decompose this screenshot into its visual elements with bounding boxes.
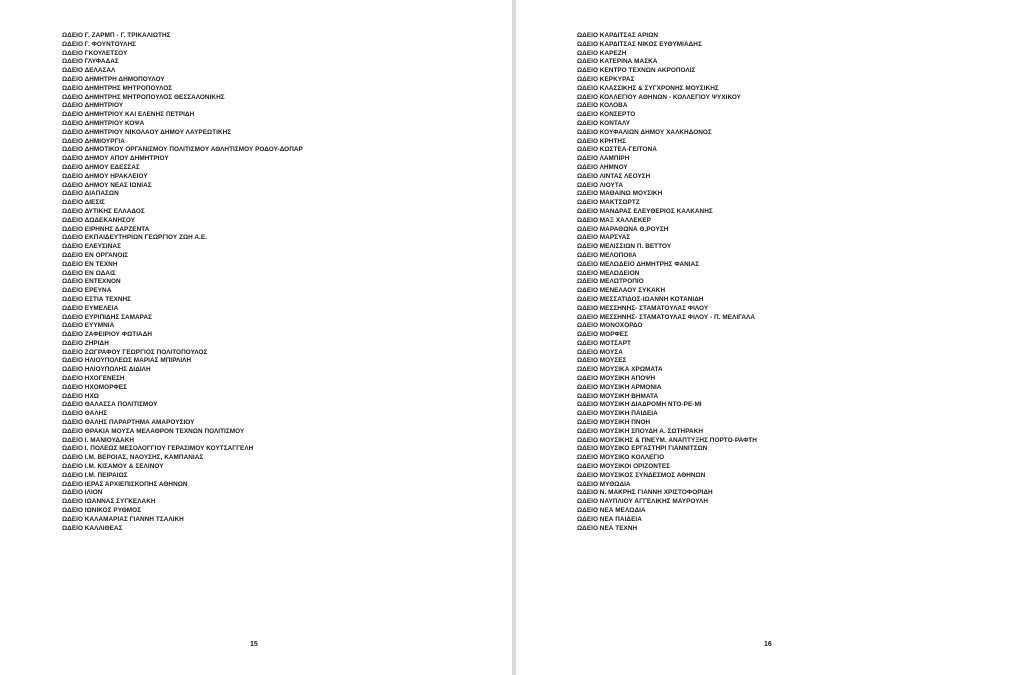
list-item: ΩΔΕΙΟ ΚΟΥΦΑΛΙΩΝ ΔΗΜΟΥ ΧΑΛΚΗΔΟΝΟΣ bbox=[577, 128, 712, 136]
list-item: ΩΔΕΙΟ ΚΑΛΛΙΘΕΑΣ bbox=[62, 524, 123, 532]
list-item: ΩΔΕΙΟ ΜΟΥΣΕΣ bbox=[577, 357, 627, 365]
list-item: ΩΔΕΙΟ ΗΛΙΟΥΠΟΛΕΩΣ ΜΑΡΙΑΣ ΜΠΙΡΛΙΛΗ bbox=[62, 357, 192, 365]
list-item: ΩΔΕΙΟ ΚΛΑΣΣΙΚΗΣ & ΣΥΓΧΡΟΝΗΣ ΜΟΥΣΙΚΗΣ bbox=[577, 84, 719, 92]
list-item: ΩΔΕΙΟ ΔΗΜΟΥ ΗΡΑΚΛΕΙΟΥ bbox=[62, 172, 148, 180]
list-item: ΩΔΕΙΟ ΔΗΜΗΤΡΗ ΔΗΜΟΠΟΥΛΟΥ bbox=[62, 75, 165, 83]
list-item: ΩΔΕΙΟ ΗΛΙΟΥΠΟΛΗΣ ΔΙΔΙΛΗ bbox=[62, 366, 151, 374]
list-item: ΩΔΕΙΟ ΜΟΤΣΑΡΤ bbox=[577, 339, 631, 347]
list-item: ΩΔΕΙΟ ΜΟΥΣΙΚΗ ΒΗΜΑΤΑ bbox=[577, 392, 659, 400]
list-item: ΩΔΕΙΟ ΔΗΜΟΤΙΚΟΥ ΟΡΓΑΝΙΣΜΟΥ ΠΟΛΙΤΙΣΜΟΥ ΑΘΛΗΤΙΣΜΟΥ ΡΟΔΟΥ-ΔΟΠΑΡ bbox=[62, 146, 303, 154]
list-item: ΩΔΕΙΟ ΔΗΜΙΟΥΡΓΙΑ bbox=[62, 137, 125, 145]
conservatory-list-right bbox=[577, 32, 757, 533]
list-item: ΩΔΕΙΟ ΕΥΥΜΝΙΑ bbox=[62, 322, 115, 330]
list-item: ΩΔΕΙΟ ΙΛΙΟΝ bbox=[62, 489, 103, 497]
list-item: ΩΔΕΙΟ ΔΥΤΙΚΗΣ ΕΛΛΑΔΟΣ bbox=[62, 207, 145, 215]
list-item: ΩΔΕΙΟ ΝΕΑ ΜΕΛΩΔΙΑ bbox=[577, 507, 646, 515]
list-item: ΩΔΕΙΟ ΚΟΝΤΑΛΥ bbox=[577, 119, 631, 127]
list-item: ΩΔΕΙΟ ΛΙΟΥΤΑ bbox=[577, 181, 624, 189]
list-item: ΩΔΕΙΟ ΜΟΥΣΙΚΗ ΔΙΑΔΡΟΜΗ ΝΤΟ-ΡΕ-ΜΙ bbox=[577, 401, 702, 409]
list-item: ΩΔΕΙΟ ΕΡΕΥΝΑ bbox=[62, 287, 112, 295]
list-item: ΩΔΕΙΟ ΖΩΓΡΑΦΟΥ ΓΕΩΡΓΙΟΣ ΠΟΛΙΤΟΠΟΥΛΟΣ bbox=[62, 348, 208, 356]
list-item: ΩΔΕΙΟ Γ. ΖΑΡΜΠ - Γ. ΤΡΙΚΑΛΙΩΤΗΣ bbox=[62, 32, 171, 39]
list-item: ΩΔΕΙΟ ΚΑΡΕΖΗ bbox=[577, 49, 627, 57]
conservatory-list-left bbox=[62, 32, 303, 533]
list-item: ΩΔΕΙΟ ΜΟΝΟΧΟΡΔΟ bbox=[577, 322, 643, 330]
list-item: ΩΔΕΙΟ ΚΕΝΤΡΟ ΤΕΧΝΩΝ ΑΚΡΟΠΟΛΙΣ bbox=[577, 67, 696, 75]
list-item: ΩΔΕΙΟ ΕΝ ΤΕΧΝΗ bbox=[62, 260, 118, 268]
list-item: ΩΔΕΙΟ ΔΩΔΕΚΑΝΗΣΟΥ bbox=[62, 216, 136, 224]
list-item: ΩΔΕΙΟ ΘΑΛΗΣ bbox=[62, 410, 108, 418]
list-item: ΩΔΕΙΟ ΔΕΛΑΣΑΛ bbox=[62, 67, 116, 75]
list-item: ΩΔΕΙΟ ΝΕΑ ΤΕΧΝΗ bbox=[577, 524, 638, 532]
list-item: ΩΔΕΙΟ ΜΑΡΣΥΑΣ bbox=[577, 234, 631, 242]
list-item: ΩΔΕΙΟ ΜΕΛΩΤΡΟΠΙΟ bbox=[577, 278, 644, 286]
list-item: ΩΔΕΙΟ ΜΟΥΣΙΚΗΣ & ΠΝΕΥΜ. ΑΝΑΠΤΥΞΗΣ ΠΟΡΤΟ-ΡΑΦΤΗ bbox=[577, 436, 757, 444]
list-item: ΩΔΕΙΟ ΖΗΡΙΔΗ bbox=[62, 339, 109, 347]
list-item: ΩΔΕΙΟ ΔΗΜΗΤΡΙΟΥ ΚΟΨΑ bbox=[62, 119, 145, 127]
list-item: ΩΔΕΙΟ ΜΟΥΣΙΚΗ ΑΠΟΨΗ bbox=[577, 375, 656, 383]
list-item: ΩΔΕΙΟ ΜΟΥΣΙΚΟΣ ΣΥΝΔΕΣΜΟΣ ΑΘΗΝΩΝ bbox=[577, 471, 706, 479]
list-item: ΩΔΕΙΟ ΗΧΟΓΕΝΕΣΗ bbox=[62, 375, 125, 383]
page-number: 15 bbox=[250, 641, 258, 648]
list-item: ΩΔΕΙΟ ΜΕΛΩΔΕΙΟ ΔΗΜΗΤΡΗΣ ΦΑΝΙΑΣ bbox=[577, 260, 700, 268]
list-item: ΩΔΕΙΟ ΚΕΡΚΥΡΑΣ bbox=[577, 75, 635, 83]
list-item: ΩΔΕΙΟ ΛΙΝΤΑΣ ΛΕΟΥΣΗ bbox=[577, 172, 651, 180]
list-item: ΩΔΕΙΟ ΘΑΛΑΣΣΑ ΠΟΛΙΤΙΣΜΟΥ bbox=[62, 401, 158, 409]
list-item: ΩΔΕΙΟ ΔΙΑΠΑΣΩΝ bbox=[62, 190, 119, 198]
list-item: ΩΔΕΙΟ ΕΝ ΩΔΑΙΣ bbox=[62, 269, 116, 277]
list-item: ΩΔΕΙΟ ΝΑΥΠΛΙΟΥ ΑΓΓΕΛΙΚΗΣ ΜΑΥΡΟΥΛΗ bbox=[577, 498, 708, 506]
list-item: ΩΔΕΙΟ ΜΟΥΣΙΚΗ ΠΑΙΔΕΙΑ bbox=[577, 410, 658, 418]
list-item: ΩΔΕΙΟ ΜΕΣΣΗΝΗΣ- ΣΤΑΜΑΤΟΥΛΑΣ ΦΙΛΟΥ - Π. ΜΕΛΙΓΑΛΑ bbox=[577, 313, 756, 321]
list-item: ΩΔΕΙΟ ΔΗΜΟΥ ΑΠΟΥ ΔΗΜΗΤΡΙΟΥ bbox=[62, 155, 169, 163]
list-item: ΩΔΕΙΟ ΚΑΛΑΜΑΡΙΑΣ ΓΙΑΝΝΗ ΤΣΑΛΙΚΗ bbox=[62, 515, 184, 523]
list-item: ΩΔΕΙΟ ΜΕΣΣΑΤΙΔΟΣ-ΙΩΑΝΝΗ ΚΟΤΑΝΙΔΗ bbox=[577, 295, 704, 303]
list-item: ΩΔΕΙΟ ΚΟΛΛΕΓΙΟΥ ΑΘΗΝΩΝ - ΚΟΛΛΕΓΙΟΥ ΨΥΧΙΚΟΥ bbox=[577, 93, 741, 101]
list-item: ΩΔΕΙΟ ΔΗΜΗΤΡΙΟΥ ΚΑΙ ΕΛΕΝΗΣ ΠΕΤΡΙΔΗ bbox=[62, 111, 195, 119]
list-item: ΩΔΕΙΟ ΙΕΡΑΣ ΑΡΧΙΕΠΙΣΚΟΠΗΣ ΑΘΗΝΩΝ bbox=[62, 480, 188, 488]
list-item: ΩΔΕΙΟ ΜΕΛΩΔΕΙΟΝ bbox=[577, 269, 640, 277]
list-item: ΩΔΕΙΟ ΚΡΗΤΗΣ bbox=[577, 137, 626, 145]
list-item: ΩΔΕΙΟ ΜΕΛΟΠΟΙΙΑ bbox=[577, 251, 637, 259]
list-item: ΩΔΕΙΟ ΜΕΛΙΣΣΙΩΝ Π. ΒΕΤΤΟΥ bbox=[577, 243, 672, 251]
list-item: ΩΔΕΙΟ ΛΗΜΝΟΥ bbox=[577, 163, 628, 171]
list-item: ΩΔΕΙΟ Ι.Μ. ΚΙΣΑΜΟΥ & ΣΕΛΙΝΟΥ bbox=[62, 463, 164, 471]
list-item: ΩΔΕΙΟ ΚΟΛΟΒΑ bbox=[577, 102, 628, 110]
list-item: ΩΔΕΙΟ ΔΗΜΗΤΡΙΟΥ ΝΙΚΟΛΑΟΥ ΔΗΜΟΥ ΛΑΥΡΕΩΤΙΚΗΣ bbox=[62, 128, 232, 136]
list-item: ΩΔΕΙΟ ΔΙΕΣΙΣ bbox=[62, 199, 105, 207]
list-item: ΩΔΕΙΟ Ν. ΜΑΚΡΗΣ ΓΙΑΝΝΗ ΧΡΙΣΤΟΦΟΡΙΔΗ bbox=[577, 489, 713, 497]
list-item: ΩΔΕΙΟ ΔΗΜΗΤΡΗΣ ΜΗΤΡΟΠΟΥΛΟΣ bbox=[62, 84, 173, 92]
list-item: ΩΔΕΙΟ ΜΑΞ ΧΑΛΛΕΚΕΡ bbox=[577, 216, 652, 224]
list-item: ΩΔΕΙΟ ΜΟΥΣΙΚΟ ΕΡΓΑΣΤΗΡΙ ΓΙΑΝΝΙΤΣΩΝ bbox=[577, 445, 708, 453]
list-item: ΩΔΕΙΟ ΕΣΤΙΑ ΤΕΧΝΗΣ bbox=[62, 295, 132, 303]
list-item: ΩΔΕΙΟ ΜΟΥΣΙΚΗ ΑΡΜΟΝΙΑ bbox=[577, 383, 662, 391]
list-item: ΩΔΕΙΟ ΜΑΚΤΣΩΡΤΖ bbox=[577, 199, 640, 207]
page-16 bbox=[516, 0, 1024, 675]
list-item: ΩΔΕΙΟ ΜΕΝΕΛΑΟΥ ΣΥΚΑΚΗ bbox=[577, 287, 666, 295]
list-item: ΩΔΕΙΟ ΓΛΥΦΑΔΑΣ bbox=[62, 58, 119, 66]
list-item: ΩΔΕΙΟ Ι.Μ. ΠΕΙΡΑΙΩΣ bbox=[62, 471, 128, 479]
list-item: ΩΔΕΙΟ ΜΑΝΔΡΑΣ ΕΛΕΥΘΕΡΙΟΣ ΚΑΛΚΑΝΗΣ bbox=[577, 207, 713, 215]
list-item: ΩΔΕΙΟ ΕΙΡΗΝΗΣ ΔΑΡΖΕΝΤΑ bbox=[62, 225, 150, 233]
list-item: ΩΔΕΙΟ ΚΑΤΕΡΙΝΑ ΜΑΣΚΑ bbox=[577, 58, 658, 66]
list-item: ΩΔΕΙΟ ΜΟΥΣΙΚΟ ΚΟΛΛΕΓΙΟ bbox=[577, 454, 665, 462]
list-item: ΩΔΕΙΟ ΔΗΜΟΥ ΕΔΕΣΣΑΣ bbox=[62, 163, 140, 171]
list-item: ΩΔΕΙΟ ΓΚΟΥΛΕΤΣΟΥ bbox=[62, 49, 128, 57]
list-item: ΩΔΕΙΟ ΜΕΣΣΗΝΗΣ- ΣΤΑΜΑΤΟΥΛΑΣ ΦΙΛΟΥ bbox=[577, 304, 709, 312]
list-item: ΩΔΕΙΟ ΜΟΥΣΙΚΗ ΠΝΟΗ bbox=[577, 419, 651, 427]
list-item: ΩΔΕΙΟ Ι.Μ. ΒΕΡΟΙΑΣ, ΝΑΟΥΣΗΣ, ΚΑΜΠΑΝΙΑΣ bbox=[62, 454, 204, 462]
list-item: ΩΔΕΙΟ Γ. ΦΟΥΝΤΟΥΛΗΣ bbox=[62, 40, 137, 48]
list-item: ΩΔΕΙΟ ΙΩΑΝΝΑΣ ΣΥΓΚΕΛΑΚΗ bbox=[62, 498, 156, 506]
list-item: ΩΔΕΙΟ ΕΚΠΑΙΔΕΥΤΗΡΙΩΝ ΓΕΩΡΓΙΟΥ ΖΩΗ Α.Ε. bbox=[62, 234, 208, 242]
list-item: ΩΔΕΙΟ ΜΥΘΩΔΙΑ bbox=[577, 480, 631, 488]
list-item: ΩΔΕΙΟ ΙΩΝΙΚΟΣ ΡΥΘΜΟΣ bbox=[62, 507, 142, 515]
list-item: ΩΔΕΙΟ ΜΟΥΣΙΚΑ ΧΡΩΜΑΤΑ bbox=[577, 366, 663, 374]
list-item: ΩΔΕΙΟ ΗΧΟΜΟΡΦΕΣ bbox=[62, 383, 127, 391]
list-item: ΩΔΕΙΟ ΘΑΛΗΣ ΠΑΡΑΡΤΗΜΑ ΑΜΑΡΟΥΣΙΟΥ bbox=[62, 419, 195, 427]
list-item: ΩΔΕΙΟ ΚΑΡΔΙΤΣΑΣ ΝΙΚΟΣ ΕΥΘΥΜΙΑΔΗΣ bbox=[577, 40, 702, 48]
list-item: ΩΔΕΙΟ ΚΟΝΣΕΡΤΟ bbox=[577, 111, 636, 119]
list-item: ΩΔΕΙΟ ΝΕΑ ΠΑΙΔΕΙΑ bbox=[577, 515, 642, 523]
list-item: ΩΔΕΙΟ ΔΗΜΗΤΡΗΣ ΜΗΤΡΟΠΟΥΛΟΣ ΘΕΣΣΑΛΟΝΙΚΗΣ bbox=[62, 93, 225, 101]
list-item: ΩΔΕΙΟ ΜΑΘΑΙΝΩ ΜΟΥΣΙΚΗ bbox=[577, 190, 663, 198]
list-item: ΩΔΕΙΟ ΜΟΡΦΕΣ bbox=[577, 331, 629, 339]
list-item: ΩΔΕΙΟ ΔΗΜΗΤΡΙΟΥ bbox=[62, 102, 124, 110]
list-item: ΩΔΕΙΟ ΗΧΩ bbox=[62, 392, 99, 400]
list-item: ΩΔΕΙΟ ΕΝ ΟΡΓΑΝΟΙΣ bbox=[62, 251, 129, 259]
list-item: ΩΔΕΙΟ ΕΛΕΥΣΙΝΑΣ bbox=[62, 243, 121, 251]
list-item: ΩΔΕΙΟ ΖΑΦΕΙΡΙΟΥ ΦΩΤΙΑΔΗ bbox=[62, 331, 153, 339]
list-item: ΩΔΕΙΟ ΔΗΜΟΥ ΝΕΑΣ ΙΩΝΙΑΣ bbox=[62, 181, 152, 189]
list-item: ΩΔΕΙΟ ΕΝΤΕΧΝΟΝ bbox=[62, 278, 121, 286]
list-item: ΩΔΕΙΟ ΚΑΡΔΙΤΣΑΣ ΑΡΙΩΝ bbox=[577, 32, 659, 39]
list-item: ΩΔΕΙΟ ΜΟΥΣΙΚΗ ΣΠΟΥΔΗ Α. ΣΩΤΗΡΑΚΗ bbox=[577, 427, 704, 435]
list-item: ΩΔΕΙΟ ΛΑΜΠΙΡΗ bbox=[577, 155, 630, 163]
list-item: ΩΔΕΙΟ Ι. ΠΟΛΕΩΣ ΜΕΣΟΛΟΓΓΙΟΥ ΓΕΡΑΣΙΜΟΥ ΚΟΥΤΣΑΓΓΕΛΗ bbox=[62, 445, 254, 453]
list-item: ΩΔΕΙΟ ΜΟΥΣΙΚΟΙ ΟΡΙΖΟΝΤΕΣ bbox=[577, 463, 671, 471]
list-item: ΩΔΕΙΟ ΕΥΡΙΠΙΔΗΣ ΣΑΜΑΡΑΣ bbox=[62, 313, 153, 321]
page-number: 16 bbox=[764, 641, 772, 648]
list-item: ΩΔΕΙΟ ΜΑΡΑΘΩΝΑ Θ.ΡΟΥΣΗ bbox=[577, 225, 669, 233]
list-item: ΩΔΕΙΟ ΚΩΣΤΕΑ-ΓΕΙΤΟΝΑ bbox=[577, 146, 657, 154]
list-item: ΩΔΕΙΟ Ι. ΜΑΝΙΟΥΔΑΚΗ bbox=[62, 436, 135, 444]
list-item: ΩΔΕΙΟ ΘΡΑΚΙΑ ΜΟΥΣΑ ΜΕΛΑΘΡΟΝ ΤΕΧΝΩΝ ΠΟΛΙΤΙΣΜΟΥ bbox=[62, 427, 245, 435]
list-item: ΩΔΕΙΟ ΜΟΥΣΑ bbox=[577, 348, 623, 356]
list-item: ΩΔΕΙΟ ΕΥΜΕΛΕΙΑ bbox=[62, 304, 119, 312]
